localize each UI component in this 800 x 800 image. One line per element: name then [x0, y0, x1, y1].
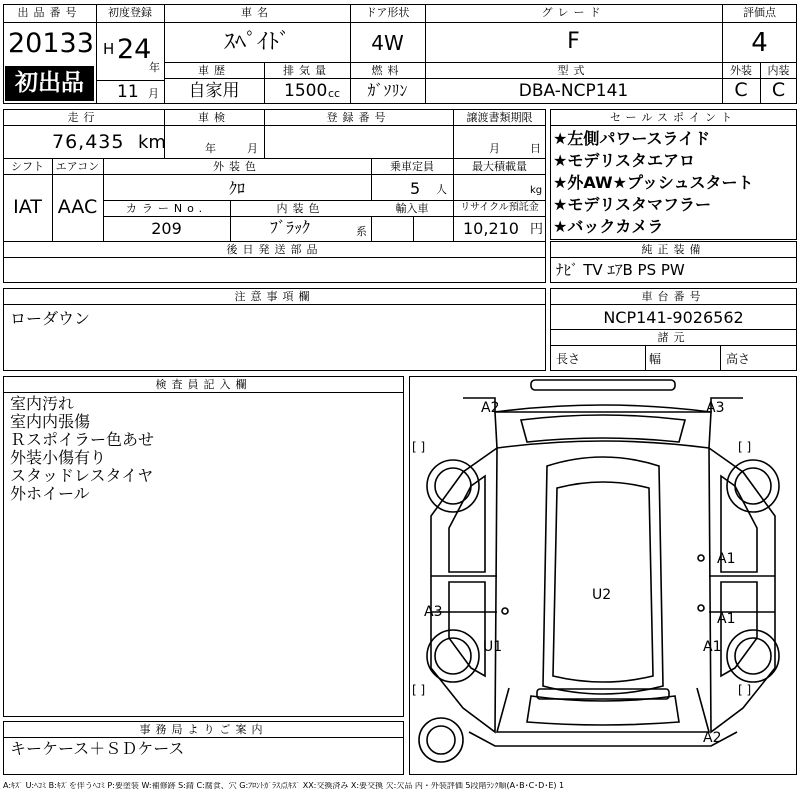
left-door-handle	[502, 608, 508, 614]
mileage-label: 走行	[67, 111, 100, 124]
rear-window	[527, 696, 679, 725]
inspector-note: スタッドレスタイヤ	[10, 466, 154, 485]
shift-label: シフト	[11, 160, 44, 173]
fuel-label: 燃料	[371, 64, 404, 77]
color-number-label: カラーNo.	[125, 202, 208, 215]
era: H	[103, 40, 115, 58]
left-rear-window	[449, 582, 485, 676]
transfer-deadline-label: 譲渡書類期限	[466, 111, 533, 124]
grade-label: グレード	[541, 6, 606, 19]
capacity: 5	[410, 179, 421, 198]
windshield	[521, 415, 685, 442]
door-type-label: ドア形状	[365, 6, 410, 19]
capacity-unit: 人	[436, 183, 447, 196]
transfer-day-unit: 日	[530, 142, 541, 155]
height-label: 高さ	[726, 352, 751, 366]
legend: A:ｷｽﾞ U:ﾍｺﾐ B:ｷｽﾞを伴うﾍｺﾐ P:要塗装 W:補修跡 S:錆 C:腐食、穴 G:ﾌﾛﾝﾄｶﾞﾗｽ点ｷｽﾞ XX:交換済み X:要交換 欠:欠品 内・外装評価 5段階ﾗﾝｸ順(A･B･C･D･E) 1	[3, 782, 565, 790]
score-label: 評価点	[743, 6, 776, 19]
displacement-unit: cc	[328, 87, 341, 100]
ac: AAC	[57, 196, 98, 218]
width-label: 幅	[649, 352, 662, 366]
inspector-note: 外ホイール	[10, 484, 90, 503]
plate-label: 登録番号	[326, 111, 391, 124]
car-diagram	[409, 376, 797, 775]
spare-wheel-left	[419, 718, 463, 762]
sales-point: ★バックカメラ	[553, 217, 664, 236]
ac-label: エアコン	[55, 160, 100, 173]
left-side-body	[431, 448, 497, 732]
interior-color-label: 内装色	[276, 202, 325, 215]
damage-left-rear-wheel: U1	[483, 639, 503, 655]
equipment-label: 純正装備	[641, 243, 706, 256]
later-parts-label: 後日発送部品	[226, 243, 323, 256]
inspection-label: 車検	[198, 111, 230, 124]
year-unit: 年	[149, 61, 160, 74]
registration-month: 11	[117, 82, 139, 102]
history: 自家用	[188, 81, 240, 101]
specs-label: 諸元	[657, 331, 690, 344]
notes-text: ローダウン	[10, 309, 91, 328]
bracket-left-top: [ ]	[412, 440, 426, 454]
inspector-note: 室内汚れ	[10, 394, 75, 413]
history-label: 車歴	[198, 64, 230, 77]
color-number: 209	[151, 219, 182, 238]
right-rear-window	[721, 582, 757, 676]
inspector-note: 外装小傷有り	[10, 448, 107, 467]
recycle-fee-label: リサイクル預託金	[460, 202, 539, 213]
first-registration-label: 初度登録	[108, 6, 152, 19]
inspector-note: 室内内張傷	[10, 412, 91, 431]
lot-number-label: 出品番号	[17, 6, 82, 19]
damage-rear-bumper: A2	[703, 730, 722, 746]
sales-point: ★モデリスタマフラー	[553, 195, 712, 214]
inspector-note: Ｒスポイラー色あせ	[10, 430, 155, 449]
roof	[543, 457, 663, 694]
interior-grade: C	[771, 79, 786, 101]
equipment-items: ﾅﾋﾞ TV ｴｱB PS PW	[556, 261, 685, 279]
exterior-grade: C	[734, 79, 748, 101]
max-load-label: 最大積載量	[472, 160, 527, 173]
mileage-unit: km	[138, 132, 166, 153]
car-name-label: 車名	[241, 6, 273, 19]
right-mirror	[698, 605, 704, 611]
damage-left-rear: A3	[424, 604, 443, 620]
sales-point: ★左側パワースライド	[553, 129, 711, 148]
rear-bumper-outline	[469, 732, 737, 746]
score: 4	[751, 28, 768, 58]
damage-front-right: A3	[706, 400, 725, 416]
capacity-label: 乗車定員	[390, 160, 434, 173]
inspector-label: 検査員記入欄	[155, 378, 252, 391]
first-listing-text: 初出品	[15, 70, 84, 96]
inspection-month-unit: 月	[247, 142, 258, 155]
damage-right-rear-wheel: A1	[703, 639, 722, 655]
exterior-grade-label: 外装	[730, 64, 752, 77]
mileage: 76,435	[52, 131, 125, 153]
door-type: 4W	[371, 31, 404, 55]
exterior-color-label: 外装色	[213, 160, 261, 173]
damage-right-rear-door: A1	[717, 611, 736, 627]
roof-inner	[553, 482, 653, 682]
chassis-label: 車台番号	[641, 290, 706, 303]
damage-roof: U2	[592, 587, 612, 603]
lot-number: 20133	[8, 28, 94, 59]
length-label: 長さ	[556, 352, 581, 366]
bracket-right-top: [ ]	[738, 440, 752, 454]
sales-point: ★モデリスタエアロ	[553, 151, 696, 170]
interior-color-suffix: 系	[356, 225, 367, 238]
left-side-window	[449, 476, 485, 572]
recycle-fee: 10,210	[463, 219, 519, 238]
shift: IAT	[13, 196, 42, 218]
bracket-right-bottom: [ ]	[738, 683, 752, 697]
office-text: キーケース＋ＳＤケース	[10, 739, 185, 758]
import-label: 輸入車	[395, 202, 429, 215]
chassis-number: NCP141-9026562	[603, 308, 744, 327]
car-name: ｽﾍﾟｲﾄﾞ	[223, 30, 290, 55]
recycle-fee-unit: 円	[530, 222, 544, 237]
interior-grade-label: 内装	[767, 64, 790, 77]
month-unit: 月	[148, 87, 159, 100]
left-mirror	[698, 555, 704, 561]
exterior-color: ｸﾛ	[228, 179, 245, 198]
office-label: 事務局よりご案内	[139, 723, 268, 736]
fuel: ｶﾞｿﾘﾝ	[367, 81, 408, 100]
transfer-month-unit: 月	[489, 142, 500, 155]
damage-front-left: A2	[481, 400, 500, 416]
sales-points-label: セールスポイント	[609, 111, 737, 124]
interior-color: ﾌﾞﾗｯｸ	[269, 218, 310, 237]
bracket-left-bottom: [ ]	[412, 683, 426, 697]
grade: F	[567, 29, 580, 54]
displacement: 1500	[284, 81, 328, 101]
damage-right-front-door: A1	[717, 551, 736, 567]
front-grille	[531, 380, 675, 390]
inspection-year-unit: 年	[205, 142, 216, 155]
model-label: 型式	[557, 64, 590, 77]
displacement-label: 排気量	[283, 64, 331, 77]
max-load-unit: kg	[530, 185, 543, 196]
notes-label: 注意事項欄	[234, 290, 315, 303]
registration-year: 24	[117, 34, 152, 65]
model-code: DBA-NCP141	[518, 81, 629, 101]
sales-point: ★外AW★プッシュスタート	[553, 173, 754, 192]
